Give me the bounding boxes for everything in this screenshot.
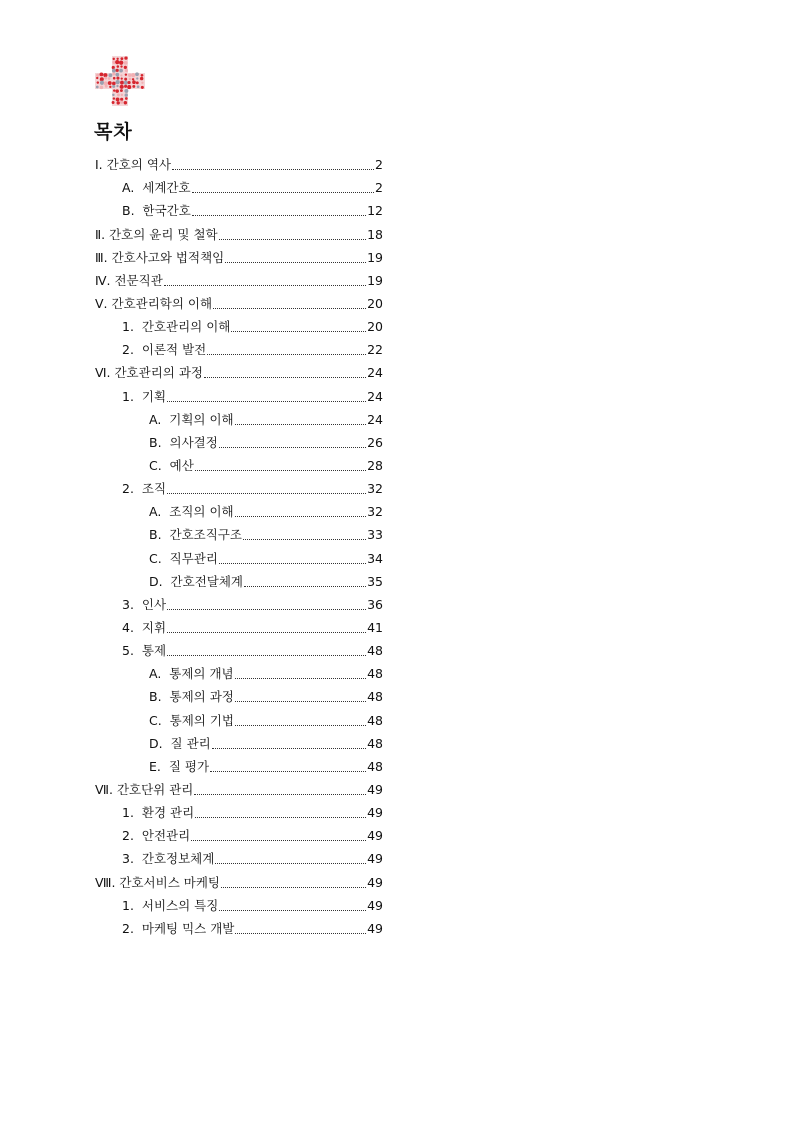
- toc-entry-label: 1. 환경 관리: [122, 805, 195, 821]
- logo-dot: [120, 89, 123, 92]
- toc-entry-page-number: 22: [367, 342, 383, 358]
- toc-entry-page-number: 28: [367, 457, 383, 473]
- toc-entry-page-number: 26: [367, 434, 383, 450]
- toc-entry[interactable]: [95, 729, 383, 752]
- toc-entry[interactable]: [95, 150, 383, 173]
- toc-entry[interactable]: [95, 428, 383, 451]
- dot-leader: [221, 887, 366, 888]
- toc-entry-label: 2. 이론적 발전: [122, 342, 207, 358]
- logo-dot: [124, 85, 127, 88]
- logo-dot: [112, 69, 116, 73]
- dot-leader: [219, 910, 366, 911]
- toc-entry[interactable]: [95, 567, 383, 590]
- toc-entry-label: Ⅳ. 전문직관: [95, 272, 163, 288]
- logo-dot: [141, 82, 143, 84]
- toc-entry-page-number: 19: [367, 249, 383, 265]
- toc-entry-page-number: 49: [367, 828, 383, 844]
- toc-entry-label: Ⅶ. 간호단위 관리: [95, 781, 194, 797]
- toc-entry-label: Ⅵ. 간호관리의 과정: [95, 365, 203, 381]
- toc-entry[interactable]: [95, 451, 383, 474]
- logo-dot: [113, 97, 115, 99]
- dot-leader: [167, 401, 366, 402]
- logo-dot: [117, 93, 120, 96]
- toc-entry-label: Ⅱ. 간호의 윤리 및 철학: [95, 226, 218, 242]
- logo-dot: [124, 56, 127, 59]
- logo-dot: [120, 101, 123, 104]
- logo-dot: [96, 77, 98, 79]
- logo-dot: [116, 85, 118, 87]
- toc-entry-label: 3. 간호정보체계: [122, 851, 215, 867]
- logo-dot: [117, 101, 120, 104]
- logo-dot: [136, 81, 139, 84]
- toc-entry[interactable]: [95, 335, 383, 358]
- toc-entry-page-number: 32: [367, 481, 383, 497]
- toc-entry-label: A. 기획의 이해: [149, 411, 234, 427]
- logo-dot: [112, 82, 116, 86]
- toc-entry[interactable]: [95, 289, 383, 312]
- toc-entry[interactable]: [95, 613, 383, 636]
- red-cross-logo: [95, 56, 145, 106]
- logo-dot: [120, 65, 122, 67]
- toc-entry[interactable]: [95, 682, 383, 705]
- toc-entry-label: 2. 조직: [122, 481, 167, 497]
- dot-leader: [212, 748, 366, 749]
- toc-entry-page-number: 49: [367, 851, 383, 867]
- dot-leader: [194, 794, 366, 795]
- toc-entry-page-number: 49: [367, 781, 383, 797]
- logo-dot: [120, 85, 124, 89]
- logo-dot: [113, 77, 116, 80]
- toc-entry-label: Ⅷ. 간호서비스 마케팅: [95, 874, 220, 890]
- logo-dot: [97, 81, 99, 83]
- logo-dot: [120, 81, 124, 85]
- toc-entry-label: C. 통제의 기법: [149, 712, 234, 728]
- toc-entry[interactable]: [95, 752, 383, 775]
- toc-entry-label: 1. 간호관리의 이해: [122, 319, 231, 335]
- dot-leader: [192, 192, 374, 193]
- toc-entry[interactable]: [95, 312, 383, 335]
- toc-entry-label: C. 직무관리: [149, 550, 218, 566]
- toc-entry[interactable]: [95, 266, 383, 289]
- logo-dot: [108, 73, 112, 77]
- toc-entry-label: Ⅲ. 간호사고와 법적책임: [95, 249, 225, 265]
- logo-dot: [124, 89, 128, 93]
- logo-dot: [121, 94, 123, 96]
- toc-entry-label: 2. 마케팅 믹스 개발: [122, 920, 235, 936]
- logo-dot: [119, 61, 123, 65]
- logo-dot: [104, 77, 107, 80]
- dot-leader: [225, 262, 366, 263]
- toc-entry-page-number: 48: [367, 735, 383, 751]
- toc-entry-label: A. 통제의 개념: [149, 666, 234, 682]
- toc-entry-page-number: 24: [367, 388, 383, 404]
- toc-entry[interactable]: [95, 219, 383, 242]
- dot-leader: [207, 354, 366, 355]
- dot-leader: [167, 632, 366, 633]
- logo-dot: [129, 78, 132, 81]
- toc-entry-page-number: 2: [375, 157, 383, 173]
- logo-dot: [131, 73, 135, 77]
- toc-entry-label: B. 통제의 과정: [149, 689, 234, 705]
- toc-entry[interactable]: [95, 798, 383, 821]
- logo-dot: [113, 58, 115, 60]
- logo-dot: [116, 77, 119, 80]
- dot-leader: [235, 516, 366, 517]
- dot-leader: [213, 308, 366, 309]
- toc-entry[interactable]: [95, 358, 383, 381]
- toc-entry-label: 4. 지휘: [122, 619, 167, 635]
- dot-leader: [195, 470, 366, 471]
- dot-leader: [167, 655, 366, 656]
- toc-entry[interactable]: [95, 867, 383, 890]
- toc-entry-page-number: 32: [367, 504, 383, 520]
- dot-leader: [219, 447, 366, 448]
- toc-entry[interactable]: [95, 914, 383, 937]
- logo-dot: [128, 74, 131, 77]
- dot-leader: [167, 493, 366, 494]
- toc-entry-page-number: 49: [367, 920, 383, 936]
- dot-leader: [167, 609, 366, 610]
- page-title: 목차: [94, 121, 133, 143]
- logo-dot: [120, 98, 123, 101]
- toc-entry[interactable]: [95, 243, 383, 266]
- dot-leader: [204, 377, 366, 378]
- dot-leader: [210, 771, 366, 772]
- toc-entry-label: B. 의사결정: [149, 434, 218, 450]
- dot-leader: [164, 285, 366, 286]
- toc-entry[interactable]: [95, 891, 383, 914]
- logo-dot: [137, 85, 140, 88]
- logo-dot: [112, 73, 115, 76]
- toc-entry-label: E. 질 평가: [149, 758, 210, 774]
- logo-dot: [112, 66, 115, 69]
- toc-entry[interactable]: [95, 381, 383, 404]
- logo-dot: [124, 101, 127, 104]
- toc-entry[interactable]: [95, 173, 383, 196]
- toc-entry-page-number: 48: [367, 758, 383, 774]
- logo-dot: [112, 85, 115, 88]
- toc-entry-label: Ⅰ. 간호의 역사: [95, 157, 171, 173]
- dot-leader: [231, 331, 366, 332]
- toc-entry-page-number: 12: [367, 203, 383, 219]
- logo-dot: [124, 66, 127, 69]
- logo-dot: [99, 72, 103, 76]
- logo-dot: [135, 72, 139, 76]
- table-of-contents: [95, 150, 383, 937]
- toc-entry-page-number: 36: [367, 596, 383, 612]
- dot-leader: [244, 586, 366, 587]
- toc-entry-label: A. 조직의 이해: [149, 504, 234, 520]
- toc-entry-label: 5. 통제: [122, 643, 167, 659]
- logo-dot: [116, 69, 119, 72]
- dot-leader: [172, 169, 374, 170]
- logo-dot: [100, 86, 104, 90]
- logo-dot: [100, 81, 104, 85]
- toc-entry[interactable]: [95, 659, 383, 682]
- logo-dot: [108, 77, 111, 80]
- toc-entry[interactable]: [95, 590, 383, 613]
- dot-leader: [215, 863, 366, 864]
- toc-entry-page-number: 20: [367, 295, 383, 311]
- logo-dot: [136, 77, 138, 79]
- logo-dot: [141, 74, 144, 77]
- dot-leader: [243, 539, 366, 540]
- logo-dot: [112, 101, 115, 104]
- toc-entry-page-number: 35: [367, 573, 383, 589]
- toc-entry[interactable]: [95, 636, 383, 659]
- logo-dot: [124, 61, 128, 65]
- dot-leader: [192, 215, 366, 216]
- toc-entry[interactable]: [95, 775, 383, 798]
- dot-leader: [235, 424, 366, 425]
- logo-dot: [125, 73, 127, 75]
- logo-dot: [121, 78, 123, 80]
- logo-dot: [116, 97, 120, 101]
- logo-dot: [119, 69, 123, 73]
- logo-dot: [125, 97, 128, 100]
- toc-entry[interactable]: [95, 405, 383, 428]
- logo-dot: [125, 69, 128, 72]
- logo-dot: [108, 81, 112, 85]
- logo-dot: [115, 73, 119, 77]
- toc-entry-page-number: 33: [367, 527, 383, 543]
- logo-dot: [116, 58, 118, 60]
- toc-entry-label: 1. 기획: [122, 388, 167, 404]
- toc-entry-label: B. 간호조직구조: [149, 527, 242, 543]
- toc-entry-label: 2. 안전관리: [122, 828, 191, 844]
- toc-entry-page-number: 24: [367, 411, 383, 427]
- toc-entry-label: A. 세계간호: [122, 180, 191, 196]
- toc-entry-label: D. 간호전달체계: [149, 573, 243, 589]
- logo-dot: [132, 85, 135, 88]
- toc-entry[interactable]: [95, 196, 383, 219]
- toc-entry-label: 1. 서비스의 특징: [122, 897, 219, 913]
- toc-entry-label: Ⅴ. 간호관리학의 이해: [95, 295, 213, 311]
- logo-dot: [124, 81, 128, 85]
- logo-dot: [141, 86, 144, 89]
- logo-dot: [117, 65, 120, 68]
- toc-entry-label: C. 예산: [149, 457, 194, 473]
- toc-entry-page-number: 2: [375, 180, 383, 196]
- toc-entry-page-number: 49: [367, 897, 383, 913]
- logo-dot: [103, 73, 107, 77]
- toc-entry-page-number: 34: [367, 550, 383, 566]
- toc-entry-page-number: 24: [367, 365, 383, 381]
- logo-dot: [112, 94, 114, 96]
- toc-entry-page-number: 20: [367, 319, 383, 335]
- dot-leader: [235, 678, 366, 679]
- toc-entry[interactable]: [95, 497, 383, 520]
- logo-dot: [96, 74, 99, 77]
- toc-entry-label: 3. 인사: [122, 596, 167, 612]
- logo-dot: [140, 77, 143, 80]
- logo-dot: [115, 80, 119, 84]
- logo-dot: [132, 78, 134, 80]
- logo-dot: [132, 80, 136, 84]
- dot-leader: [219, 563, 366, 564]
- logo-dot: [109, 86, 111, 88]
- toc-entry-page-number: 19: [367, 272, 383, 288]
- toc-entry-page-number: 49: [367, 874, 383, 890]
- toc-entry[interactable]: [95, 543, 383, 566]
- logo-dot: [115, 60, 119, 64]
- logo-dot: [113, 89, 115, 91]
- logo-dot: [127, 81, 130, 84]
- toc-entry-page-number: 48: [367, 643, 383, 659]
- dot-leader: [235, 933, 366, 934]
- logo-dot: [120, 74, 122, 76]
- toc-entry-page-number: 48: [367, 666, 383, 682]
- toc-entry-page-number: 48: [367, 712, 383, 728]
- toc-entry-label: D. 질 관리: [149, 735, 211, 751]
- logo-dot: [96, 86, 99, 89]
- logo-dot: [115, 89, 118, 92]
- toc-entry-label: B. 한국간호: [122, 203, 191, 219]
- logo-dot: [120, 57, 123, 60]
- toc-entry[interactable]: [95, 520, 383, 543]
- toc-entry[interactable]: [95, 705, 383, 728]
- dot-leader: [191, 840, 366, 841]
- toc-entry-page-number: 41: [367, 619, 383, 635]
- logo-dot: [124, 78, 127, 81]
- logo-dot: [105, 85, 108, 88]
- toc-entry-page-number: 49: [367, 805, 383, 821]
- logo-dot: [127, 85, 131, 89]
- dot-leader: [195, 817, 366, 818]
- toc-entry[interactable]: [95, 474, 383, 497]
- dot-leader: [235, 725, 366, 726]
- toc-entry[interactable]: [95, 844, 383, 867]
- toc-entry-page-number: 18: [367, 226, 383, 242]
- toc-entry[interactable]: [95, 821, 383, 844]
- logo-dot: [125, 93, 128, 96]
- toc-entry-page-number: 48: [367, 689, 383, 705]
- dot-leader: [219, 239, 366, 240]
- dot-leader: [235, 701, 366, 702]
